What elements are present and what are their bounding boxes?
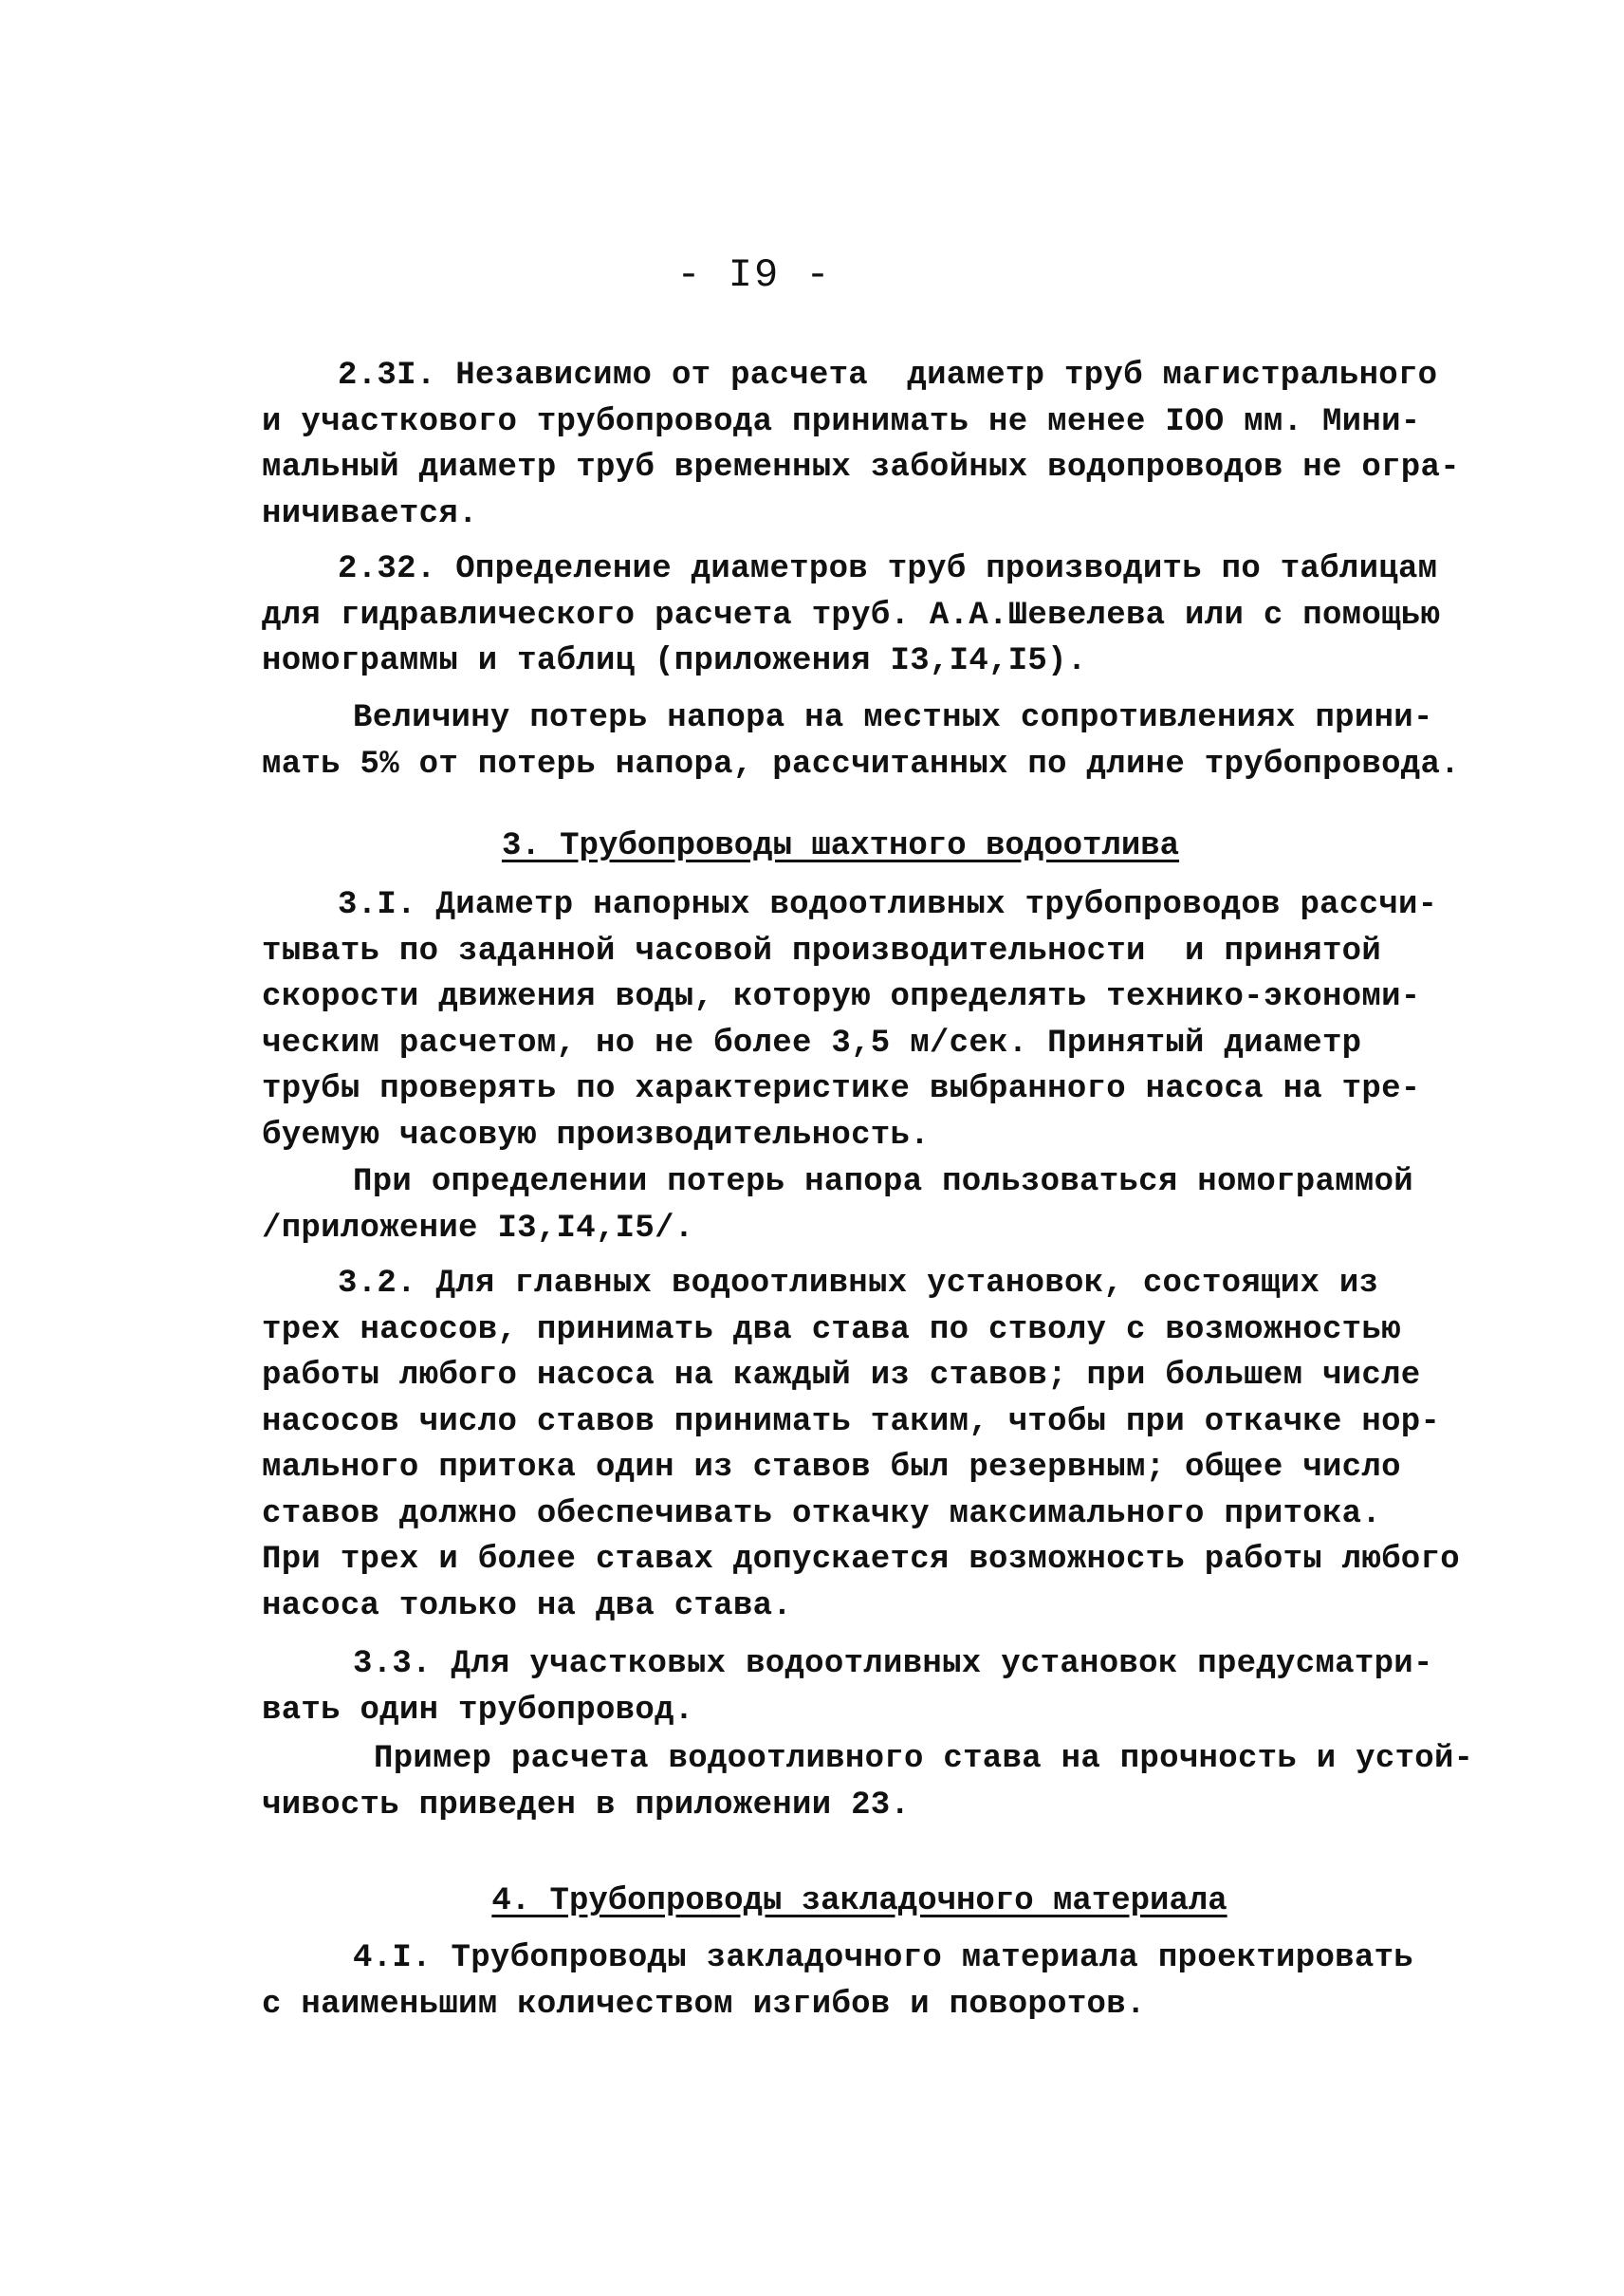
paragraph-3-1 xyxy=(262,882,1438,1158)
text-line: 2.3I. Независимо от расчета диаметр труб магистрального xyxy=(338,358,1438,394)
text-line: вать один трубопровод. xyxy=(262,1692,694,1729)
text-line: насоса только на два става. xyxy=(262,1587,792,1624)
text-line: работы любого насоса на каждый из ставов; при большем числе xyxy=(262,1358,1421,1394)
text-line: буемую часовую производительность. xyxy=(262,1117,930,1154)
text-line: При трех и более ставах допускается возможность работы любого xyxy=(262,1542,1460,1578)
text-line: 3.2. Для главных водоотливных установок, состоящих из xyxy=(338,1266,1379,1302)
text-line: 3.3. Для участковых водоотливных установок предусматри- xyxy=(353,1646,1433,1682)
section-heading-4: 4. Трубопроводы закладочного материала xyxy=(491,1883,1227,1919)
text-line: /приложение I3,I4,I5/. xyxy=(262,1210,694,1247)
text-line: 4.I. Трубопроводы закладочного материала проектировать xyxy=(353,1940,1413,1976)
text-line: с наименьшим количеством изгибов и поворотов. xyxy=(262,1986,1146,2023)
text-line: ставов должно обеспечивать откачку максимального притока. xyxy=(262,1495,1382,1532)
text-line: 2.32. Определение диаметров труб производить по таблицам xyxy=(338,551,1438,587)
text-line: ничивается. xyxy=(262,495,478,532)
text-line: номограммы и таблиц (приложения I3,I4,I5). xyxy=(262,643,1087,679)
paragraph-3-3 xyxy=(262,1641,1433,1733)
text-line: чивость приведен в приложении 23. xyxy=(262,1787,911,1824)
text-line: Величину потерь напора на местных сопротивлениях прини- xyxy=(353,700,1433,736)
text-line: мальный диаметр труб временных забойных водопроводов не огра- xyxy=(262,450,1460,486)
text-line: мать 5% от потерь напора, рассчитанных по длине трубопровода. xyxy=(262,746,1460,783)
paragraph-3-1-note xyxy=(262,1159,1413,1251)
text-line: мального притока один из ставов был резервным; общее число xyxy=(262,1450,1401,1486)
paragraph-3-2 xyxy=(262,1261,1460,1629)
text-line: При определении потерь напора пользоваться номограммой xyxy=(353,1164,1413,1200)
text-line: насосов число ставов принимать таким, чтобы при откачке нор- xyxy=(262,1403,1441,1440)
text-line: для гидравлического расчета труб. А.А.Шевелева или с помощью xyxy=(262,597,1441,634)
text-line: скорости движения воды, которую определять технико-экономи- xyxy=(262,979,1421,1015)
text-line: тывать по заданной часовой производительности и принятой xyxy=(262,933,1382,970)
text-line: 3.I. Диаметр напорных водоотливных трубопроводов рассчи- xyxy=(338,887,1438,923)
text-line: трех насосов, принимать два става по стволу с возможностью xyxy=(262,1311,1401,1348)
paragraph-2-32 xyxy=(262,546,1441,685)
text-line: Пример расчета водоотливного става на прочность и устой- xyxy=(374,1741,1474,1777)
page-number: - I9 - xyxy=(676,252,832,298)
paragraph-losses xyxy=(262,695,1460,787)
text-line: ческим расчетом, но не более 3,5 м/сек. Принятый диаметр xyxy=(262,1025,1362,1062)
paragraph-example xyxy=(262,1736,1474,1828)
text-line: и участкового трубопровода принимать не менее IOO мм. Мини- xyxy=(262,403,1421,440)
text-line: трубы проверять по характеристике выбранного насоса на тре- xyxy=(262,1071,1421,1107)
paragraph-4-1 xyxy=(262,1935,1413,2028)
paragraph-2-31 xyxy=(262,353,1460,537)
section-heading-3: 3. Трубопроводы шахтного водоотлива xyxy=(501,828,1180,864)
